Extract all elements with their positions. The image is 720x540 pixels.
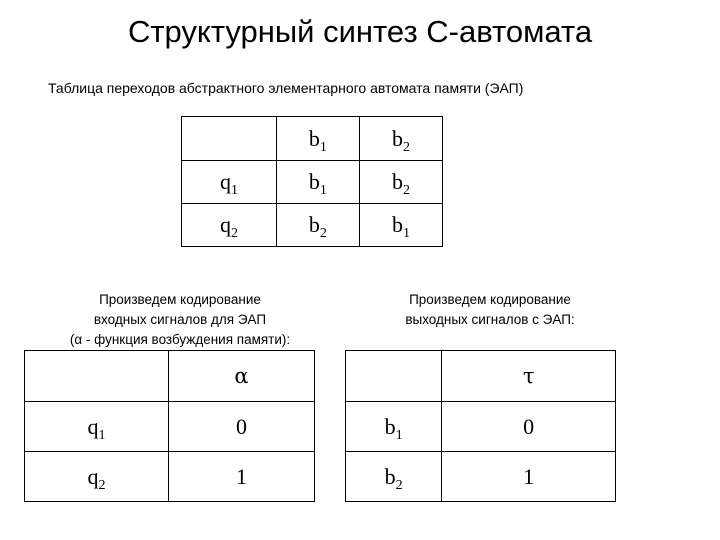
caption-line: Произведем кодирование	[409, 292, 571, 307]
table-cell: $b_1$	[276, 161, 359, 204]
table-cell: $b_1$	[359, 204, 442, 247]
code-cell: 1	[442, 452, 616, 502]
input-coding-table	[24, 350, 315, 502]
corner-cell	[346, 351, 442, 402]
code-cell: 0	[442, 402, 616, 452]
state-cell: $b_1$	[346, 402, 442, 452]
state-cell: $q_1$	[25, 402, 169, 452]
transition-table	[181, 116, 443, 247]
table-cell: $b_2$	[276, 204, 359, 247]
code-cell: 1	[169, 452, 315, 502]
code-cell: 0	[169, 402, 315, 452]
output-coding-table	[345, 350, 616, 502]
state-cell: $q_2$	[182, 204, 277, 247]
caption-line: выходных сигналов с ЭАП:	[405, 312, 575, 327]
header-cell: $b_1$	[276, 117, 359, 161]
output-coding-caption	[360, 290, 620, 330]
alpha-header: α	[169, 351, 315, 402]
corner-cell	[25, 351, 169, 402]
table-subtitle: Таблица переходов абстрактного элементарного автомата памяти (ЭАП)	[48, 80, 524, 96]
caption-line: входных сигналов для ЭАП	[93, 312, 267, 327]
corner-cell	[182, 117, 277, 161]
state-cell: $q_2$	[25, 452, 169, 502]
caption-line: (α - функция возбуждения памяти):	[69, 332, 291, 347]
state-cell: $b_2$	[346, 452, 442, 502]
header-cell: $b_2$	[359, 117, 442, 161]
state-cell: $q_1$	[182, 161, 277, 204]
table-cell: $b_2$	[359, 161, 442, 204]
input-coding-caption	[20, 290, 340, 350]
page-title: Структурный синтез С-автомата	[127, 14, 593, 49]
tau-header: τ	[442, 351, 616, 402]
caption-line: Произведем кодирование	[99, 292, 261, 307]
